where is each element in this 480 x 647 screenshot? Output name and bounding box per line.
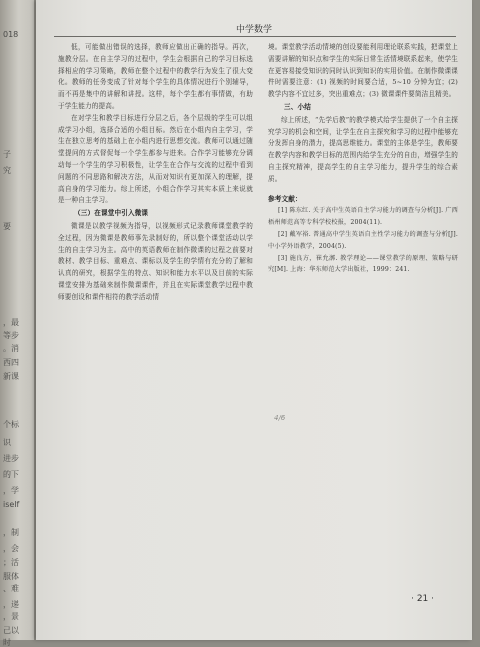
running-header-title: 中学数学 [235, 25, 272, 35]
adjacent-page-fragment: 进步 [3, 454, 19, 463]
adjacent-page-fragment: ，制 [3, 528, 19, 537]
adjacent-page-fragment: 要 [3, 222, 11, 231]
body-paragraph: 微课是以教学视频为指导，以视频形式记录教师课堂教学的全过程，因为微课是教师事先录制好的，所以整个课堂活动以学生的自主学习为主。高中的英语教师在制作微课的过程之前要对教材、教学目标、重难点、课标以及学生的学情有充分的了解和认真的研究，根据学生的特点、知识和能力水平以及目前的实际课堂安排为基础来制作微课课件，并且在实际课堂教学过程中教师要创设和课件相符的教学活动情 [58, 221, 253, 301]
adjacent-page-fragment: iself [3, 500, 20, 509]
adjacent-page-fragment: ，会 [3, 544, 19, 553]
adjacent-page-fragment: 西四 [3, 358, 19, 367]
body-paragraph: 境。课堂教学活动情境的创设要能利用理论联系实践，把课堂上需要讲解的知识点和学生的实际日常生活情境联系起来，使学生在更容易接受知识的同时认识到知识的实用价值。在制作微课课件时需要注意：(1) 视频的时间要合适，5~10 分钟为宜；(2) 教学内容不宜过多，突出重难点；(3) 微课课件要简洁且精美。 [268, 43, 458, 99]
pencil-mark: 4/6 [274, 414, 286, 422]
adjacent-page-fragment: 、难 [3, 584, 19, 593]
adjacent-page-fragment: 。消 [3, 344, 19, 353]
adjacent-page-fragment: 服体 [3, 572, 19, 581]
adjacent-page-fragment: 时 [3, 638, 11, 647]
adjacent-page-edge [0, 0, 34, 647]
adjacent-page-fragment: ，景 [3, 612, 19, 621]
adjacent-page-fragment: 究 [3, 166, 11, 175]
adjacent-page-fragment: 己以 [3, 626, 19, 635]
adjacent-page-fragment: 新课 [3, 372, 19, 381]
references-heading: 参考文献： [268, 194, 302, 203]
section-heading: 三、小结 [284, 102, 311, 111]
left-text-column [58, 42, 253, 304]
adjacent-page-fragment: 的下 [3, 470, 19, 479]
reference-entry: [3] 施良方，崔允漷. 教学理论——课堂教学的原理、策略与研究[M]. 上海：华东师范大学出版社，1999：241. [268, 254, 458, 274]
reference-entry: [1] 陈东红. 关于高中生英语自主学习能力的调查与分析[J]. 广西梧州师范高等专科学校校报，2004(11). [268, 207, 458, 227]
journal-page [36, 0, 472, 640]
page-number: · 21 · [411, 594, 434, 604]
adjacent-page-fragment: 等步 [3, 331, 19, 340]
header-rule [54, 36, 456, 37]
adjacent-page-fragment: 子 [3, 150, 11, 159]
body-paragraph: 综上所述，“先学后教”的教学模式给学生提供了一个自主探究学习的机会和空间，让学生在自主探究和学习的过程中能够充分发挥自身的潜力，提高思维能力。课堂的主体是学生，教师要在教学内容和教学目标的范围内给学生充分的自由，增强学生的自主探究精神，提高学生的自主学习能力，提升学生的综合素质。 [268, 115, 458, 183]
section-heading: （三）在课堂中引入微课 [74, 209, 149, 218]
adjacent-page-fragment: 识 [3, 438, 11, 447]
right-text-column [268, 42, 458, 276]
adjacent-page-fragment: ，最 [3, 318, 19, 327]
reference-entry: [2] 戴军裕. 普通高中学生英语自主性学习能力的调查与分析[J]. 中小学外语教学，2004(5). [268, 230, 458, 250]
body-paragraph: 低，可能做出错误的选择，教师应做出正确的指导。再次，施教分层。在自主学习的过程中，学生会根据自己的学习目标选择相应的学习策略，教师在整个过程中的教学行为发生了很大变化。教师的任务变成了针对每个学生的具体情况进行个别辅导，而不再是集中的讲解和讲授。这样，每个学生都有事情做，有助于学生能力的提高。 [58, 43, 253, 110]
adjacent-page-fragment: ，学 [3, 486, 19, 495]
body-paragraph: 在对学生和教学目标进行分层之后，各个层级的学生可以组成学习小组，选择合适的小组目标。然后在小组内自主学习，学生在独立思考的基础上在小组内进行思想交流。教师可以通过随堂提问的方式督促每一个学生都参与进来。合作学习能够充分调动每一个学生的学习积极性，让学生在合作与交流的过程中看到问题的不同思路和解决方法，从而对知识有更加深入的理解，提高自身的学习能力。综上所述，小组合作学习其实本质上来说就是一种自主学习。 [58, 113, 253, 205]
adjacent-page-fragment: 018 [3, 30, 19, 39]
adjacent-page-fragment: ；活 [3, 558, 19, 567]
adjacent-page-fragment: ，递 [3, 600, 19, 609]
adjacent-page-fragment: 个标 [3, 420, 19, 429]
